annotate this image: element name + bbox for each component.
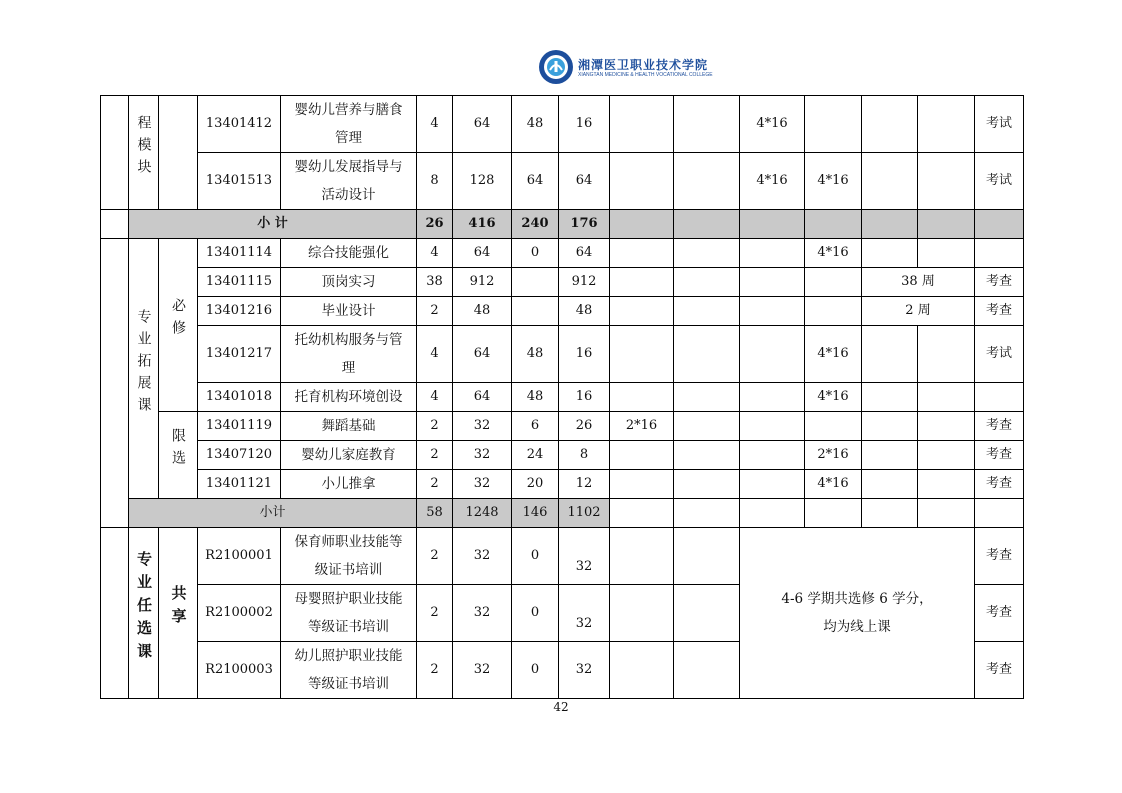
- course-code: R2100001: [198, 528, 281, 585]
- theory-hours: 0: [512, 239, 559, 268]
- exam-type: 考查: [975, 642, 1024, 699]
- course-code: 13401216: [198, 297, 281, 326]
- practice-hours: 26: [559, 412, 610, 441]
- credit: 4: [417, 239, 453, 268]
- course-name: 婴幼儿营养与膳食 管理: [281, 96, 417, 153]
- total-hours: 32: [453, 642, 512, 699]
- course-code: 13401018: [198, 383, 281, 412]
- credit: 2: [417, 528, 453, 585]
- course-code: 13401114: [198, 239, 281, 268]
- course-code: R2100003: [198, 642, 281, 699]
- limited-label: 限选: [159, 412, 198, 499]
- total-hours: 64: [453, 383, 512, 412]
- total-hours: 32: [453, 441, 512, 470]
- theory-hours: 24: [512, 441, 559, 470]
- theory-hours: 64: [512, 153, 559, 210]
- course-name: 综合技能强化: [281, 239, 417, 268]
- course-code: 13401217: [198, 326, 281, 383]
- theory-hours: 48: [512, 96, 559, 153]
- subtotal-credit: 26: [417, 210, 453, 239]
- table-row: [101, 326, 1024, 383]
- table-row: [101, 153, 1024, 210]
- table-row: [101, 239, 1024, 268]
- required-label: 必修: [159, 239, 198, 412]
- subtotal-row: [101, 499, 1024, 528]
- semester-5: 4*16: [805, 326, 862, 383]
- theory-hours: 0: [512, 585, 559, 642]
- exam-type: 考查: [975, 268, 1024, 297]
- total-hours: 64: [453, 96, 512, 153]
- expand-course-label: 专业拓展课: [129, 239, 159, 499]
- semester-4: 4*16: [740, 153, 805, 210]
- practice-hours: 64: [559, 239, 610, 268]
- shared-label: 共享: [159, 528, 198, 699]
- practice-hours: 912: [559, 268, 610, 297]
- semester-5: 4*16: [805, 470, 862, 499]
- table-row: [101, 96, 1024, 153]
- table-row: [101, 441, 1024, 470]
- subtotal-total: 416: [453, 210, 512, 239]
- practice-hours: 32: [559, 585, 610, 642]
- credit: 2: [417, 585, 453, 642]
- semester-1: 2*16: [610, 412, 674, 441]
- semester-6-7: 2 周: [862, 297, 975, 326]
- subtotal-theory: 146: [512, 499, 559, 528]
- theory-hours: 48: [512, 383, 559, 412]
- total-hours: 128: [453, 153, 512, 210]
- page-number: 42: [553, 700, 569, 714]
- semester-5: 4*16: [805, 383, 862, 412]
- credit: 2: [417, 642, 453, 699]
- total-hours: 32: [453, 528, 512, 585]
- course-code: 13401115: [198, 268, 281, 297]
- course-code: 13407120: [198, 441, 281, 470]
- exam-type: 考查: [975, 412, 1024, 441]
- credit: 4: [417, 383, 453, 412]
- total-hours: 32: [453, 470, 512, 499]
- semester-4: 4*16: [740, 96, 805, 153]
- subtotal-row: [101, 210, 1024, 239]
- exam-type: 考查: [975, 585, 1024, 642]
- subcategory-blank: [159, 96, 198, 210]
- total-hours: 32: [453, 585, 512, 642]
- theory-hours: 6: [512, 412, 559, 441]
- practice-hours: 16: [559, 96, 610, 153]
- semester-5: 4*16: [805, 153, 862, 210]
- total-hours: 64: [453, 326, 512, 383]
- theory-hours: 20: [512, 470, 559, 499]
- course-code: 13401121: [198, 470, 281, 499]
- exam-type: 考试: [975, 153, 1024, 210]
- exam-type: 考查: [975, 470, 1024, 499]
- total-hours: 64: [453, 239, 512, 268]
- course-name: 托育机构环境创设: [281, 383, 417, 412]
- curriculum-table: [100, 95, 1024, 699]
- theory-hours: 0: [512, 528, 559, 585]
- subtotal-theory: 240: [512, 210, 559, 239]
- theory-hours: 0: [512, 642, 559, 699]
- practice-hours: 12: [559, 470, 610, 499]
- semester-5: 4*16: [805, 239, 862, 268]
- elective-label: 专业任选课: [129, 528, 159, 699]
- module-label: 程模块: [129, 96, 159, 210]
- table-row: [101, 412, 1024, 441]
- semester-6-7: 38 周: [862, 268, 975, 297]
- exam-type: 考查: [975, 441, 1024, 470]
- exam-type: 考试: [975, 96, 1024, 153]
- table-row: [101, 470, 1024, 499]
- exam-type: 考查: [975, 297, 1024, 326]
- course-code: R2100002: [198, 585, 281, 642]
- credit: 4: [417, 326, 453, 383]
- subtotal-credit: 58: [417, 499, 453, 528]
- credit: 38: [417, 268, 453, 297]
- credit: 8: [417, 153, 453, 210]
- course-name: 舞蹈基础: [281, 412, 417, 441]
- credit: 4: [417, 96, 453, 153]
- practice-hours: 32: [559, 642, 610, 699]
- elective-note: 4-6 学期共选修 6 学分， 均为线上课: [740, 528, 975, 699]
- total-hours: 48: [453, 297, 512, 326]
- semester-5: 2*16: [805, 441, 862, 470]
- subtotal-label: 小计: [129, 499, 417, 528]
- practice-hours: 16: [559, 326, 610, 383]
- subtotal-total: 1248: [453, 499, 512, 528]
- subtotal-practice: 176: [559, 210, 610, 239]
- credit: 2: [417, 441, 453, 470]
- practice-hours: 64: [559, 153, 610, 210]
- total-hours: 912: [453, 268, 512, 297]
- exam-type: 考查: [975, 528, 1024, 585]
- course-name: 幼儿照护职业技能 等级证书培训: [281, 642, 417, 699]
- course-name: 毕业设计: [281, 297, 417, 326]
- table-row: [101, 383, 1024, 412]
- credit: 2: [417, 297, 453, 326]
- category-blank: [101, 96, 129, 210]
- course-name: 托幼机构服务与管 理: [281, 326, 417, 383]
- practice-hours: 48: [559, 297, 610, 326]
- school-name-en: XIANGTAN MEDICINE & HEALTH VOCATIONAL COLLEGE: [578, 72, 713, 78]
- table-row: [101, 297, 1024, 326]
- course-name: 婴幼儿家庭教育: [281, 441, 417, 470]
- course-name: 顶岗实习: [281, 268, 417, 297]
- practice-hours: 32: [559, 528, 610, 585]
- credit: 2: [417, 412, 453, 441]
- course-code: 13401513: [198, 153, 281, 210]
- table-row: [101, 268, 1024, 297]
- table-row: [101, 528, 1024, 585]
- course-name: 婴幼儿发展指导与 活动设计: [281, 153, 417, 210]
- subtotal-practice: 1102: [559, 499, 610, 528]
- total-hours: 32: [453, 412, 512, 441]
- course-name: 保育师职业技能等 级证书培训: [281, 528, 417, 585]
- school-name: 湘潭医卫职业技术学院: [578, 58, 709, 72]
- theory-hours: 48: [512, 326, 559, 383]
- exam-type: 考试: [975, 326, 1024, 383]
- practice-hours: 16: [559, 383, 610, 412]
- course-name: 母婴照护职业技能 等级证书培训: [281, 585, 417, 642]
- subtotal-label: 小 计: [129, 210, 417, 239]
- practice-hours: 8: [559, 441, 610, 470]
- course-name: 小儿推拿: [281, 470, 417, 499]
- course-code: 13401412: [198, 96, 281, 153]
- credit: 2: [417, 470, 453, 499]
- course-code: 13401119: [198, 412, 281, 441]
